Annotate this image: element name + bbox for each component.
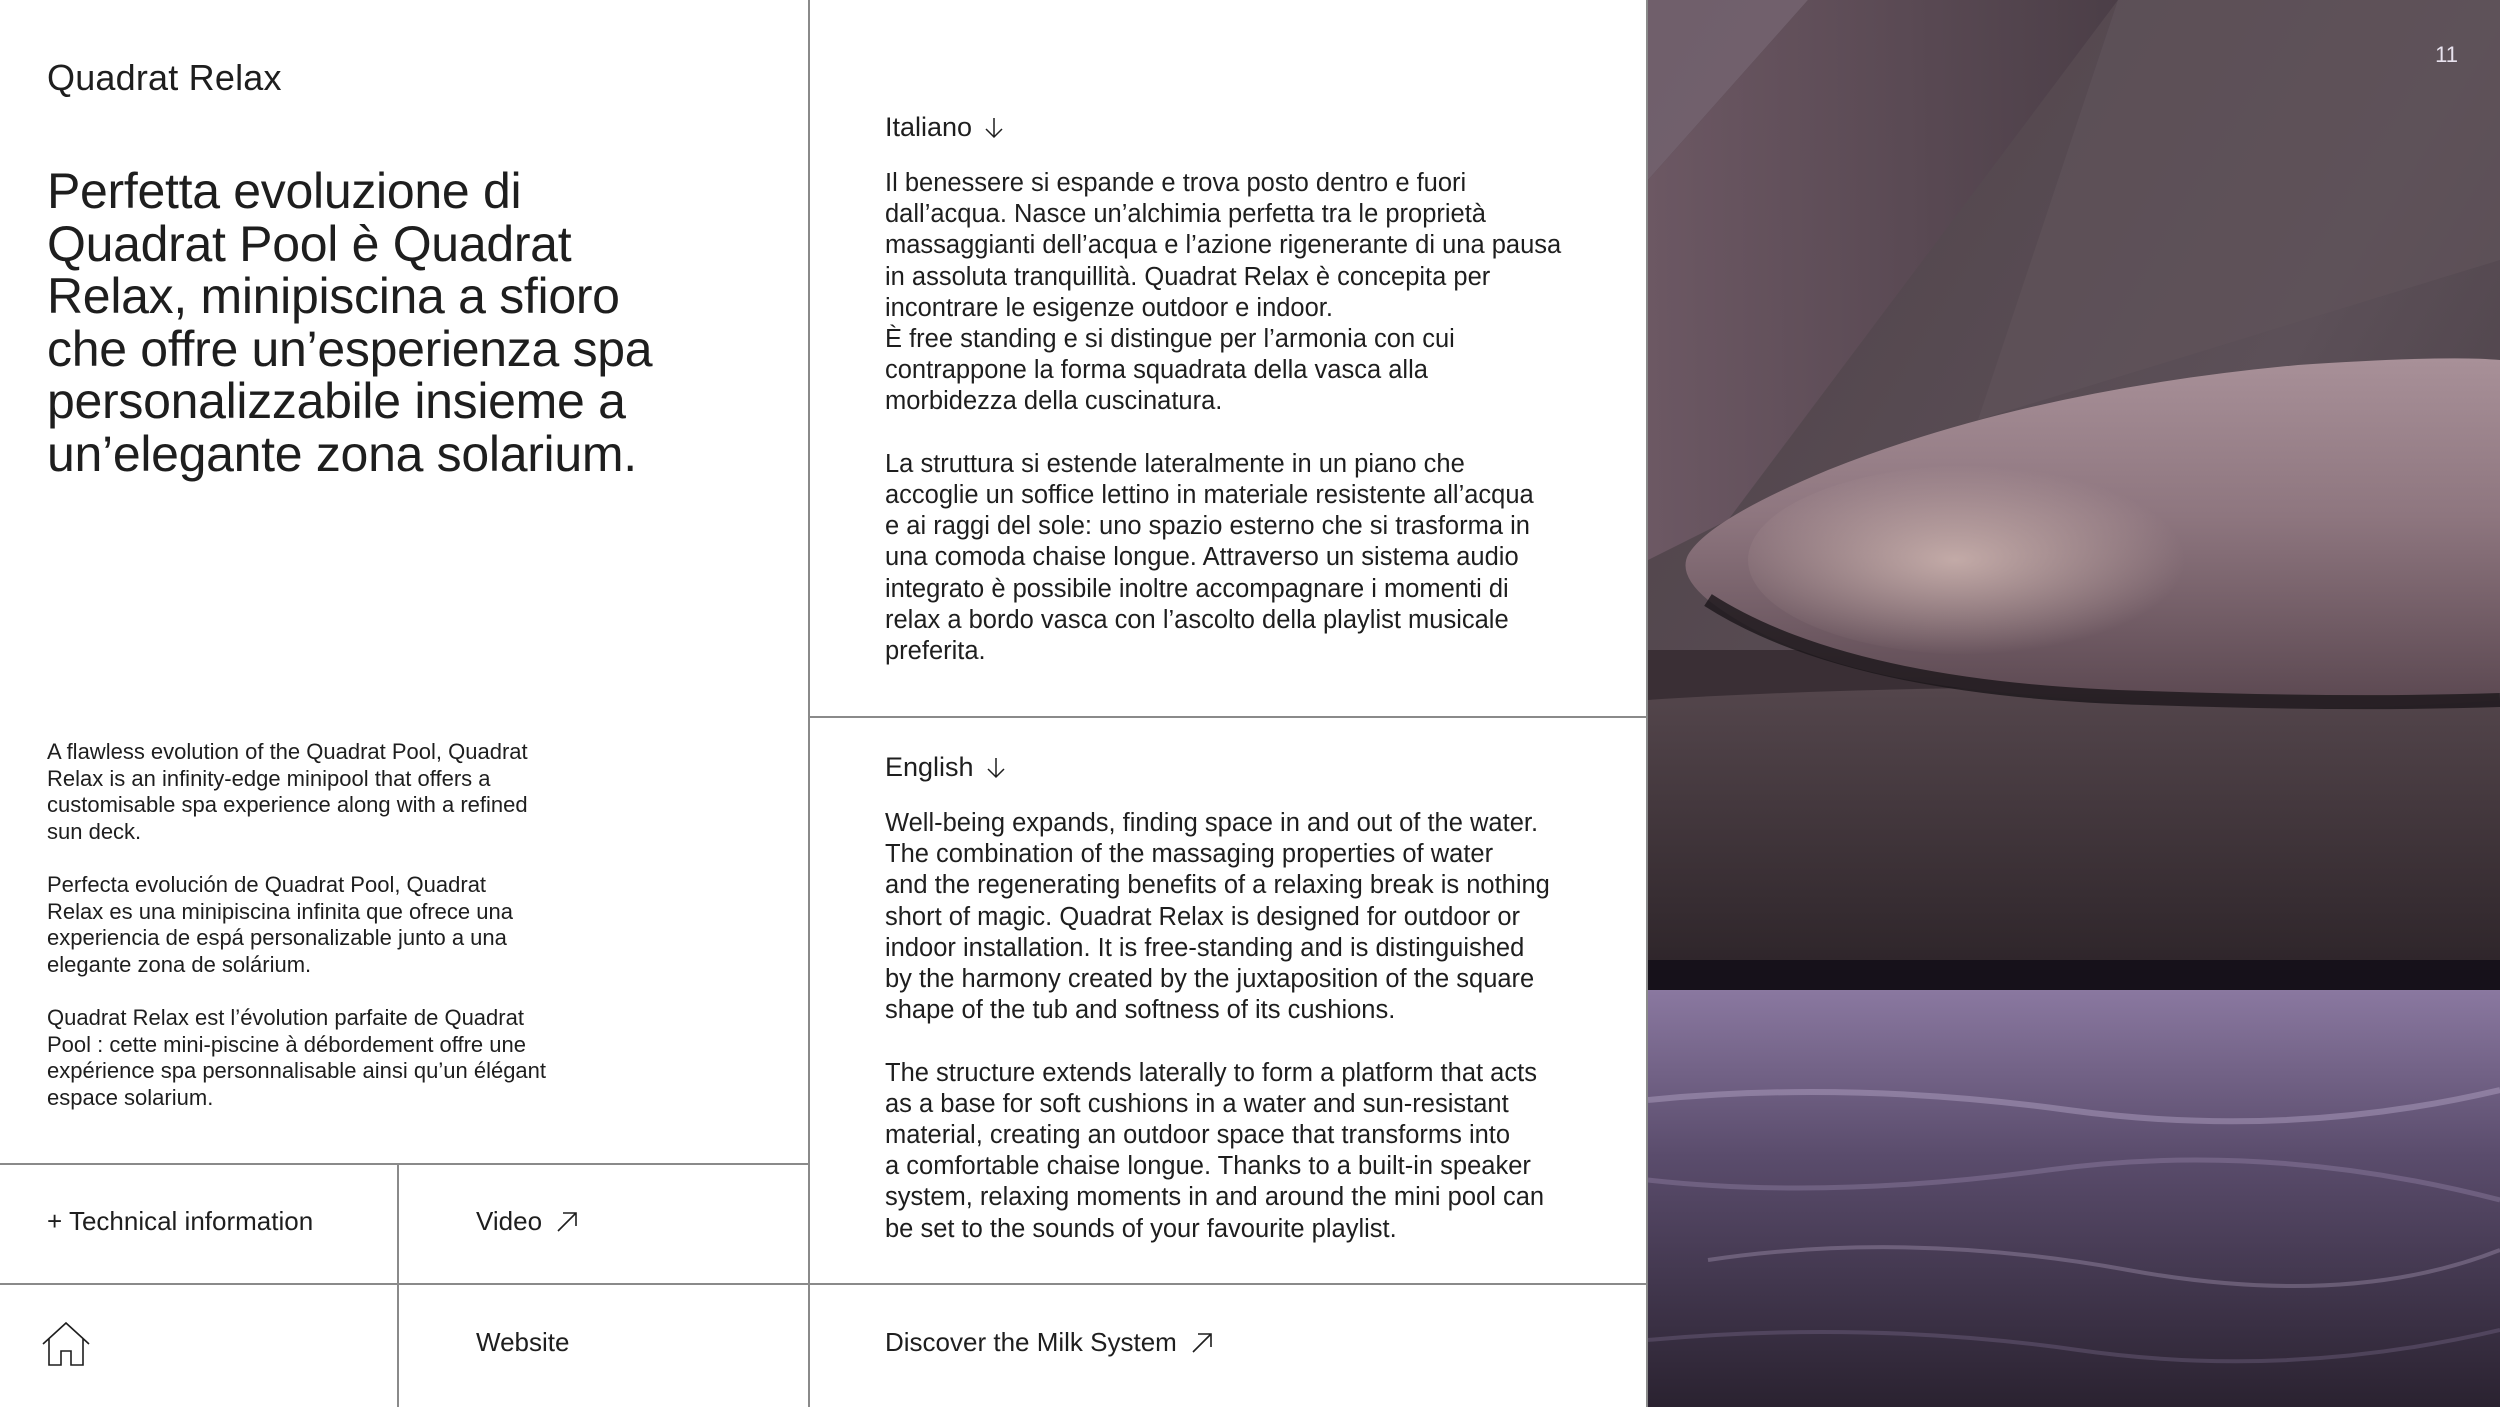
italian-description: Il benessere si espande e trova posto dentro e fuori dall’acqua. Nasce un’alchimia perfetta tra le proprietà massaggianti dell’acqua e l’azione rigenerante di una pausa in assoluta tranquillità. Quadrat Relax è concepita per incontrare le esigenze outdoor e indoor. È free standing e si distingue per l’armonia con cui contrappone la forma squadrata della vasca alla morbidezza della cuscinatura. La struttura si estende lateralmente in un piano che accoglie un soffice lettino in materiale resistente all’acqua e ai raggi del sole: uno spazio esterno che si trasforma in una comoda chaise longue. Attraverso un sistema audio integrato è possibile inoltre accompagnare i momenti di relax a bordo vasca con l’ascolto della playlist musicale preferita. — [885, 169, 1562, 666]
summary-spanish: Perfecta evolución de Quadrat Pool, Quadrat Relax es una minipiscina infinita que ofrece una experiencia de espá personalizable junto a una elegante zona de solárium. — [47, 872, 513, 977]
page-number: 11 — [2435, 42, 2458, 67]
english-section-toggle[interactable] — [885, 752, 1006, 783]
product-name: Quadrat Relax — [47, 57, 282, 98]
product-photo — [1648, 0, 2500, 1407]
milk-system-link[interactable] — [885, 1327, 1213, 1358]
page-headline: Perfetta evoluzione di Quadrat Pool è Quadrat Relax, minipiscina a sfioro che offre un’esperienza spa personalizzabile insieme a un’elegante zona solarium. — [47, 163, 653, 482]
italian-section-toggle[interactable] — [885, 112, 1004, 143]
video-label: Video — [476, 1206, 543, 1236]
arrow-down-icon — [986, 757, 1006, 779]
technical-information-button[interactable] — [47, 1206, 313, 1237]
home-button[interactable] — [40, 1320, 92, 1368]
milk-system-label: Discover the Milk System — [885, 1327, 1177, 1357]
video-link[interactable] — [476, 1206, 578, 1237]
divider-language-sections — [808, 716, 1648, 718]
arrow-up-right-icon — [556, 1211, 578, 1233]
website-link[interactable] — [476, 1327, 569, 1358]
arrow-up-right-icon — [1191, 1332, 1213, 1354]
cushion-photo-illustration — [1648, 0, 2500, 1407]
italian-heading: Italiano — [885, 112, 973, 142]
summary-french: Quadrat Relax est l’évolution parfaite de Quadrat Pool : cette mini-piscine à débordement offre une expérience spa personnalisable ainsi qu’un élégant espace solarium. — [47, 1005, 547, 1110]
divider-left-column — [808, 0, 810, 1407]
divider-bottom-cells — [397, 1163, 399, 1407]
arrow-down-icon — [984, 117, 1004, 139]
home-icon — [40, 1320, 92, 1368]
technical-information-label: + Technical information — [47, 1206, 314, 1236]
english-description: Well-being expands, finding space in and out of the water. The combination of the massaging properties of water and the regenerating benefits of a relaxing break is nothing short of magic. Quadrat Relax is designed for outdoor or indoor installation. It is free-standing and is distinguished by the harmony created by the juxtaposition of the square shape of the tub and softness of its cushions. The structure extends laterally to form a platform that acts as a base for soft cushions in a water and sun-resistant material, creating an outdoor space that transforms into a comfortable chaise longue. Thanks to a built-in speaker system, relaxing moments in and around the mini pool can be set to the sounds of your favourite playlist. — [885, 809, 1550, 1243]
website-label: Website — [476, 1327, 570, 1357]
summary-english: A flawless evolution of the Quadrat Pool, Quadrat Relax is an infinity-edge minipool that offers a customisable spa experience along with a refined sun deck. — [47, 739, 528, 844]
divider-bottom-row — [0, 1283, 1648, 1285]
divider-left-top — [0, 1163, 808, 1165]
english-heading: English — [885, 752, 974, 782]
